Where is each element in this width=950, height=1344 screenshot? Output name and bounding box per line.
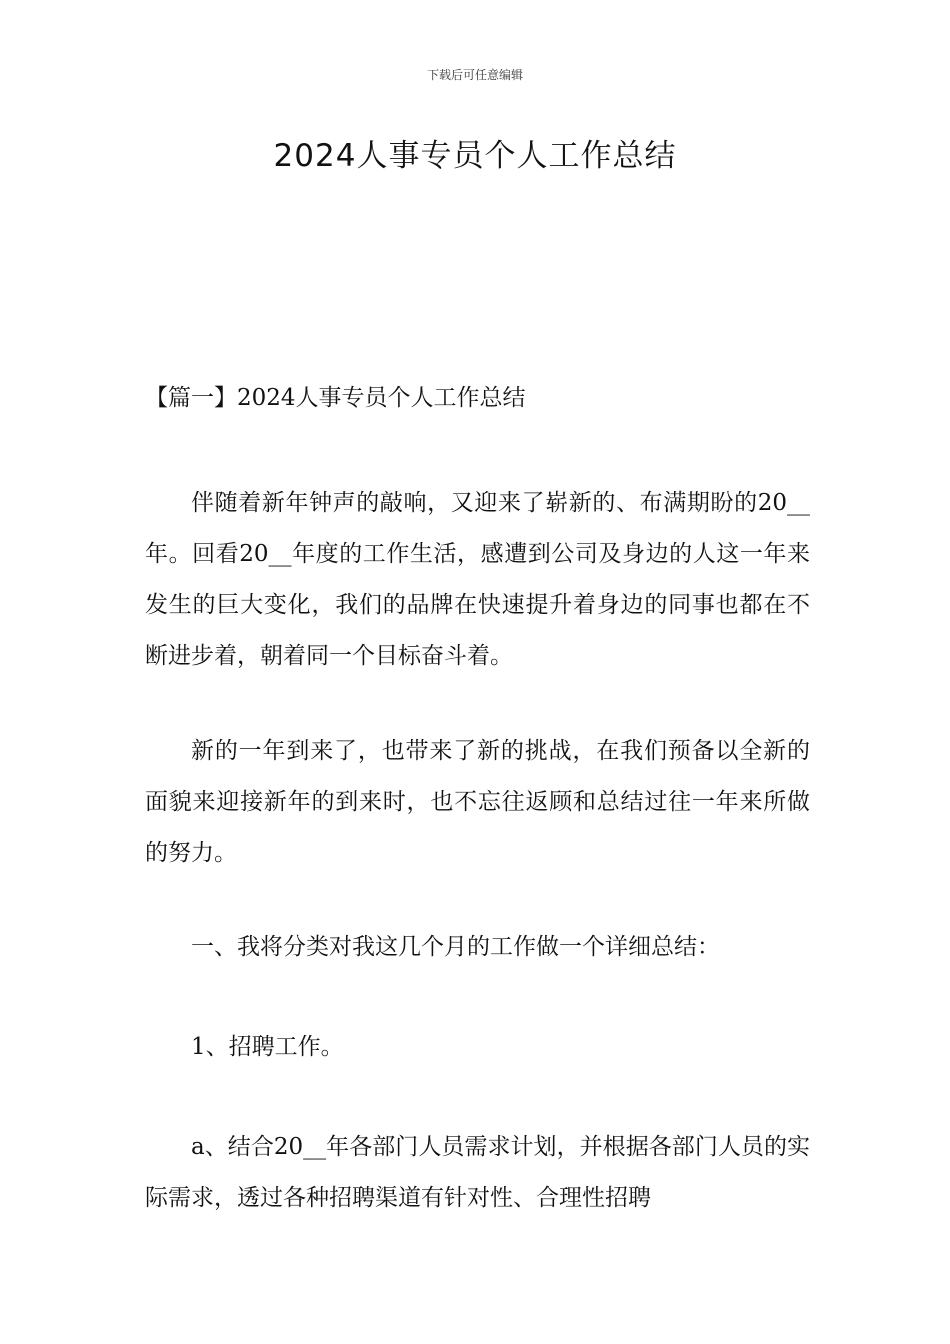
paragraph-recruitment-detail: a、结合20__年各部门人员需求计划，并根据各部门人员的实际需求，透过各种招聘渠道有针对性、合理性招聘 bbox=[145, 1134, 810, 1211]
document-title: 2024人事专员个人工作总结 bbox=[273, 138, 677, 174]
paragraph-summary-heading: 一、我将分类对我这几个月的工作做一个详细总结： bbox=[191, 934, 720, 960]
paragraph-intro: 伴随着新年钟声的敲响，又迎来了崭新的、布满期盼的20__年。回看20__年度的工作生活，感遭到公司及身边的人这一年来发生的巨大变化，我们的品牌在快速提升着身边的同事也都在不断进步着，朝着同一个目标奋斗着。 bbox=[145, 490, 810, 669]
paragraph-new-year: 新的一年到来了，也带来了新的挑战，在我们预备以全新的面貌来迎接新年的到来时，也不忘往返顾和总结过往一年来所做的努力。 bbox=[145, 738, 810, 866]
header-note: 下载后可任意编辑 bbox=[426, 68, 523, 82]
paragraph-recruitment-heading: 1、招聘工作。 bbox=[191, 1034, 344, 1060]
section-heading: 【篇一】2024人事专员个人工作总结 bbox=[145, 385, 526, 411]
